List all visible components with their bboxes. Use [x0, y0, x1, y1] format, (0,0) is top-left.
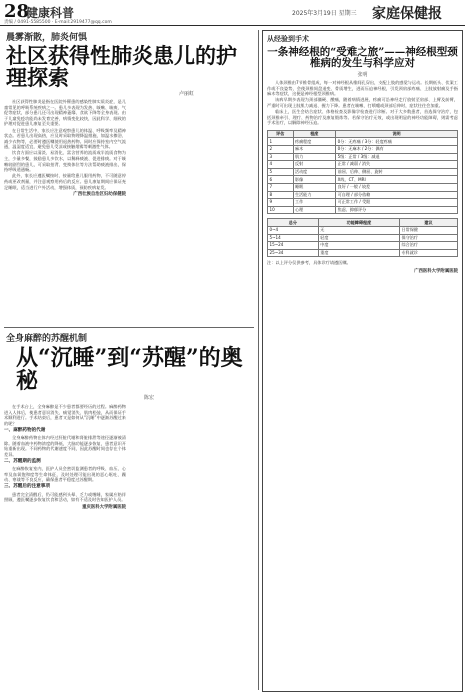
masthead: 家庭保健报 [372, 6, 442, 22]
assessment-table [267, 130, 458, 215]
table-cell: 3 [268, 153, 294, 161]
table-cell: 8 [268, 191, 294, 199]
article-headline: 社区获得性肺炎患儿的护理探索 [6, 43, 237, 91]
table-row [268, 249, 458, 257]
paragraph: 该病早期多表现为颈部僵硬、酸痛，随着病情进展，疼痛可沿神经走行放射至肩部、上臂及前臂，严重时可出现上肢肌力减退、握力下降。患者在咳嗽、打喷嚏或颈部后伸时，症状往往会加重。 [267, 97, 458, 108]
table-row [268, 176, 458, 184]
table-header-row [268, 130, 458, 138]
table-row [268, 138, 458, 146]
page-number: 28 [4, 1, 30, 22]
paragraph: 患者完全清醒后，仍可能感到头晕、乏力或嗜睡，家属应陪伴照顾，遵医嘱逐步恢复饮食和活动，如有不适及时告知医护人员。 [4, 491, 126, 503]
article-cervical-spine [262, 30, 463, 692]
table-cell: 生活能力 [293, 191, 336, 199]
table-cell: 7 [268, 183, 294, 191]
table-cell: 2 [268, 145, 294, 153]
column-header: 总分 [268, 219, 319, 227]
issue-date: 2025年3月19日 星期三 [292, 10, 357, 17]
table-cell: 睡眠 [293, 183, 336, 191]
table-cell: 正常 / 减弱 / 消失 [336, 161, 458, 169]
table-row [268, 206, 458, 214]
paragraph: 临床上，医生会结合症状、体格检查及影像学检查进行诊断。对于大多数患者，首选保守治疗，包括颈椎牵引、理疗、药物治疗及康复锻炼等。若保守治疗无效，或出现明显的神经功能障碍，则需考虑手术治疗，以解除神经压迫。 [267, 109, 458, 126]
table-row [268, 153, 458, 161]
score-legend-table [267, 218, 458, 257]
table-cell: 可正常工作 / 受限 [336, 199, 458, 207]
paragraph: 在麻醉恢复室内，医护人员会密切监测患者的呼吸、血压、心率及血氧饱和度等生命体征，及时处理可能出现的恶心呕吐、躁动、寒战等不良反应，确保患者平稳度过苏醒期。 [4, 466, 126, 483]
editor-line: 责编 / 0491-5585500 · E-mail:2919477@qq.com [4, 20, 112, 25]
table-cell: 反射 [293, 161, 336, 169]
table-cell: 焦虑、抑郁评分 [336, 206, 458, 214]
table-cell: 1 [268, 138, 294, 146]
article-kicker: 从经验到手术 [267, 35, 309, 43]
paragraph: 此外，家长应遵医嘱按时、按量给患儿服用药物，不可随意停药或更改剂量，并注意观察用药后的反应。患儿康复期间应保证充足睡眠，适当进行户外活动，增强体质，预防疾病复发。 [4, 173, 126, 190]
table-footnote: 注：以上评分仅供参考，具体诊疗请遵医嘱。 [267, 260, 351, 266]
section-heading: 二、苏醒期的监测 [4, 459, 41, 465]
paragraph: 饮食方面应以清淡、易消化、富含营养的流质或半流质食物为主，少量多餐，鼓励患儿多饮水，以稀释痰液、促进排痰。对于咳嗽较剧烈的患儿，可采取拍背、变换体位等方法帮助痰液排出，保持呼吸道通畅。 [4, 150, 126, 173]
table-cell: 0分：无疼痛 / 3分：轻度疼痛 [336, 138, 458, 146]
table-cell: 心理 [293, 206, 336, 214]
table-cell: 15~24 [268, 242, 319, 250]
column-header: 功能障碍程度 [318, 219, 399, 227]
paragraph: 在手术台上，全身麻醉是不少患者都要经历的过程。麻醉药物进入人体后，使患者意识消失、痛觉消失、肌肉松弛，从而保证手术顺利进行。手术结束后，患者又是如何从“沉睡”中逐渐苏醒过来的呢？ [4, 404, 126, 426]
table-header-row [268, 219, 458, 227]
table-cell: 重度 [318, 249, 399, 257]
table-cell: 保守治疗 [400, 234, 458, 242]
column-header: 程度 [293, 130, 336, 138]
article-divider-horizontal [4, 327, 254, 328]
table-cell: 综合治疗 [400, 242, 458, 250]
article-pneumonia [4, 30, 254, 325]
table-cell: 10 [268, 206, 294, 214]
table-cell: 5级：正常 / 3级：减退 [336, 153, 458, 161]
column-header: 评估 [268, 130, 294, 138]
article-kicker: 全身麻醉的苏醒机制 [6, 334, 88, 344]
article-credit: 广西壮族自治区妇幼保健院 [73, 192, 126, 198]
table-cell: 中度 [318, 242, 399, 250]
table-cell: 6 [268, 176, 294, 184]
column-header: 说明 [336, 130, 458, 138]
table-row [268, 226, 458, 234]
table-cell: 麻木 [293, 145, 336, 153]
table-cell: 轻度 [318, 234, 399, 242]
table-cell: 0分：无麻木 / 2分：偶有 [336, 145, 458, 153]
table-row [268, 161, 458, 169]
table-row [268, 183, 458, 191]
table-cell: X线、CT、MRI [336, 176, 458, 184]
article-headline: 一条神经根的“受难之旅”——神经根型颈椎病的发生与科学应对 [267, 46, 458, 70]
table-cell: 工作 [293, 199, 336, 207]
article-byline: 陈宏 [143, 395, 154, 402]
table-cell: 疼痛程度 [293, 138, 336, 146]
article-credit: 广西医科大学附属医院 [414, 268, 458, 274]
table-cell: 25~34 [268, 249, 319, 257]
article-body [4, 99, 254, 325]
paragraph: 全身麻醉药物在体内经过肝脏代谢和肾脏排泄等途径逐渐被清除。随着血液中药物浓度的降低，大脑功能逐步恢复，患者意识开始重新出现。不同药物的代谢速度不同，因此苏醒时间也存在个体差异。 [4, 435, 126, 457]
section-heading: 三、苏醒后的注意事项 [4, 484, 50, 490]
paragraph: 社区获得性肺炎是指在医院外罹患的感染性肺实质炎症，是儿童常见的呼吸系统疾病之一。患儿多表现为发热、咳嗽、咳痰、气促等症状，部分患儿还可出现精神萎靡、食欲下降等全身表现。由于儿童免疫功能尚未发育完善，病情变化较快，因此科学、细致的护理对促进患儿康复至关重要。 [4, 99, 126, 127]
table-cell: 前屈、后伸、侧屈、旋转 [336, 168, 458, 176]
paragraph: 在日常生活中，家长应注意观察患儿的体温、呼吸频率及精神状态。若患儿出现高热，应及时采取物理降温措施，如温水擦浴、减少衣物等，必要时遵医嘱使用退热药物。同时应保持室内空气流通，温湿度适宜，避免患儿受凉或接触烟雾等刺激性气体。 [4, 127, 126, 150]
table-cell: 日常保健 [400, 226, 458, 234]
table-row [268, 168, 458, 176]
paragraph: 人体颈椎由7节椎骨组成，每一对神经根从椎间孔穿出，支配上肢的感觉与运动。长期低头、伏案工作或不良姿势，会使颈椎间盘退变、骨质增生，进而压迫神经根，引发颈肩部疼痛、上肢放射痛及手指麻木等症状，这便是神经根型颈椎病。 [267, 80, 458, 97]
table-cell: 可自理 / 部分依赖 [336, 191, 458, 199]
table-cell: 专科就诊 [400, 249, 458, 257]
table-row [268, 234, 458, 242]
article-credit: 重庆医科大学附属医院 [82, 504, 126, 510]
section-heading: 一、麻醉药物的代谢 [4, 428, 46, 434]
table-cell: 0~4 [268, 226, 319, 234]
section-title: 健康科普 [26, 6, 75, 20]
table-row [268, 242, 458, 250]
article-body [267, 80, 458, 126]
article-body [4, 404, 254, 693]
table-row [268, 191, 458, 199]
table-cell: 4 [268, 161, 294, 169]
article-headline: 从“沉睡”到“苏醒”的奥秘 [16, 345, 243, 395]
article-byline: 张明 [357, 72, 368, 79]
page-header [0, 0, 465, 26]
table-row [268, 199, 458, 207]
table-cell: 9 [268, 199, 294, 207]
table-cell: 5~14 [268, 234, 319, 242]
table-cell: 良好 / 一般 / 较差 [336, 183, 458, 191]
column-header: 建议 [400, 219, 458, 227]
article-kicker: 晨雾渐散，肺炎何惧 [6, 33, 88, 43]
column-divider-vertical [258, 30, 259, 690]
table-cell: 影像 [293, 176, 336, 184]
table-cell: 活动度 [293, 168, 336, 176]
article-byline: 卢丽虹 [178, 91, 194, 98]
table-cell: 5 [268, 168, 294, 176]
table-cell: 无 [318, 226, 399, 234]
article-anesthesia [4, 331, 254, 693]
table-row [268, 145, 458, 153]
table-cell: 肌力 [293, 153, 336, 161]
